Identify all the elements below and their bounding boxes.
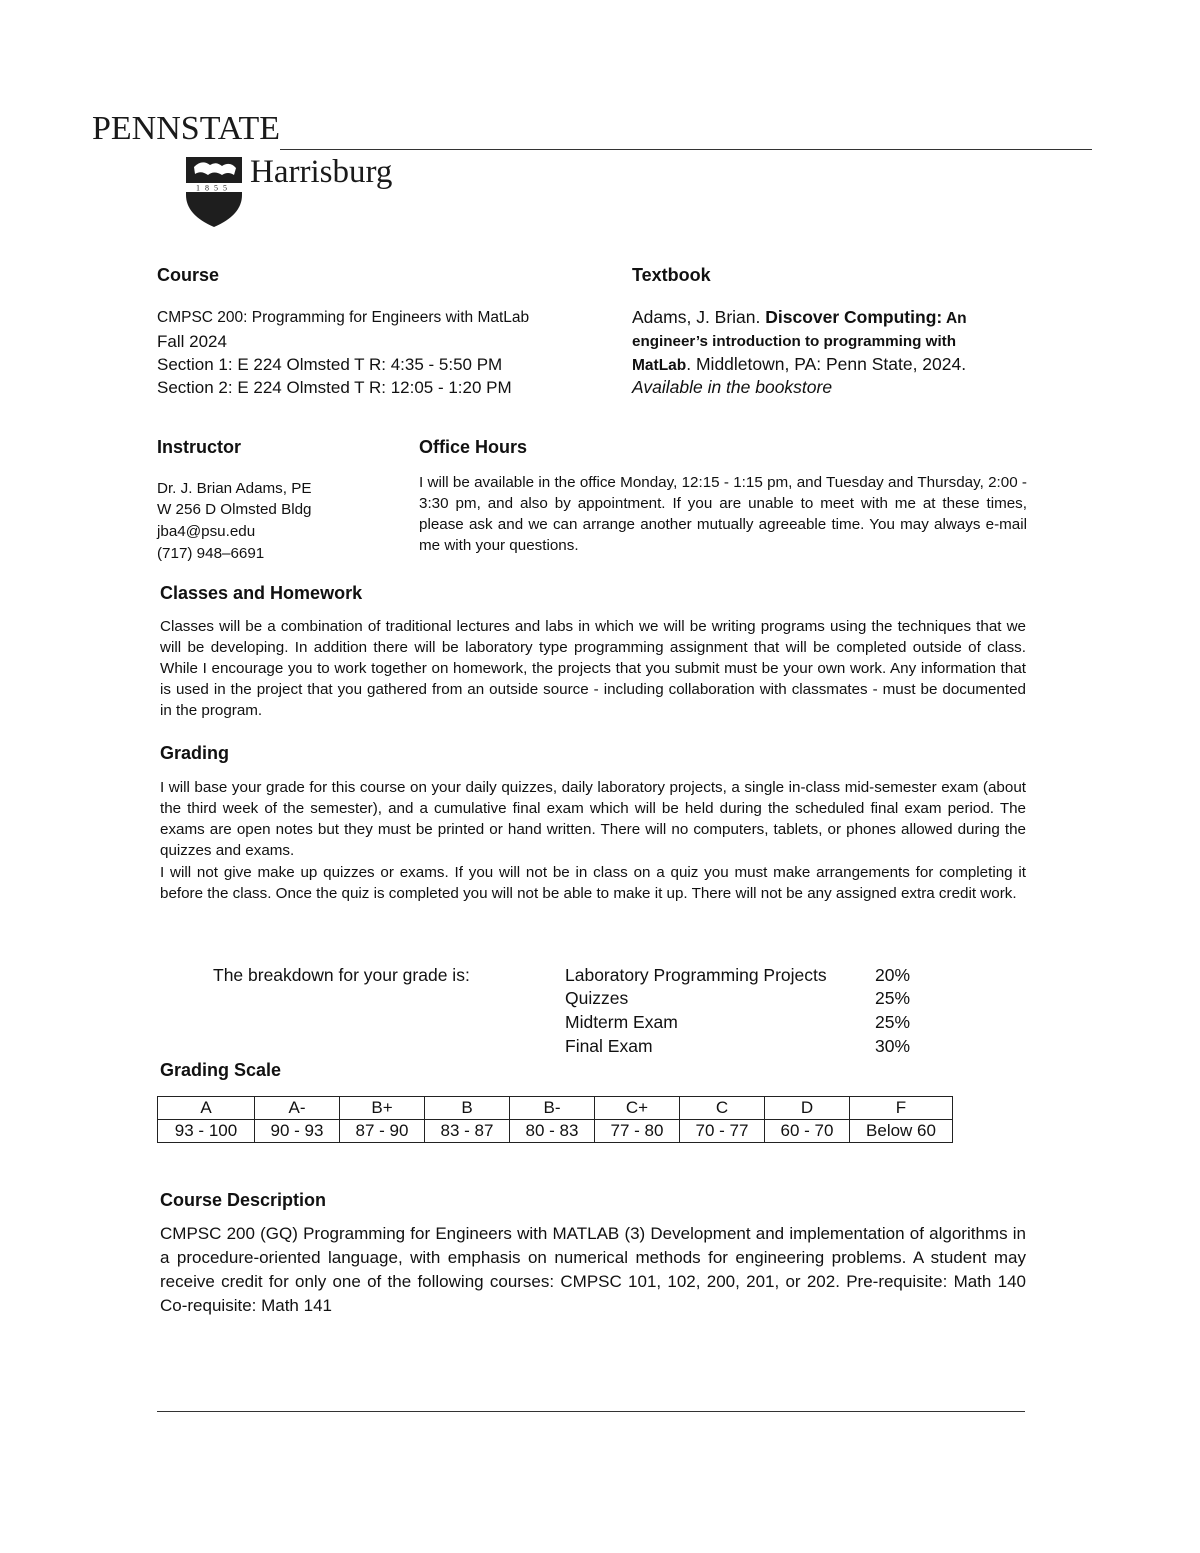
office-hours-heading: Office Hours	[419, 437, 528, 457]
description-text: CMPSC 200 (GQ) Programming for Engineers with MATLAB (3) Development and implementation of algorithms in a procedure-oriented language, with emphasis on numerical methods for engineering problems. A student may receive credit for only one of the following courses: CMPSC 101, 102, 200, 201, or 202. Pre-requisite: Math 140 Co-requisite: Math 141	[160, 1224, 1026, 1315]
breakdown-item-percent: 25%	[875, 988, 911, 1008]
breakdown-row	[565, 1010, 915, 1034]
instructor-heading: Instructor	[157, 437, 242, 457]
textbook-title-an: An	[942, 310, 967, 327]
breakdown-item-percent: 30%	[875, 1036, 911, 1056]
instructor-name: Dr. J. Brian Adams, PE	[157, 480, 312, 497]
course-section-1: Section 1: E 224 Olmsted T R: 4:35 - 5:50 PM	[157, 355, 503, 374]
footer-rule	[157, 1411, 1025, 1412]
grading-heading: Grading	[160, 743, 230, 763]
textbook-line-1	[632, 306, 967, 330]
course-section-2: Section 2: E 224 Olmsted T R: 12:05 - 1:20 PM	[157, 378, 512, 397]
classes-heading: Classes and Homework	[160, 583, 363, 603]
textbook-heading: Textbook	[632, 265, 711, 285]
grade-range: Below 60	[850, 1120, 953, 1143]
breakdown-item-name: Laboratory Programming Projects	[565, 965, 827, 985]
course-title: CMPSC 200: Programming for Engineers with MatLab	[157, 309, 530, 326]
grade-letter-row	[158, 1097, 953, 1120]
grade-letter: C+	[595, 1097, 680, 1120]
textbook-line-3	[632, 353, 966, 377]
grading-paragraph-2: I will not give make up quizzes or exams. If you will not be in class on a quiz you must make arrangements for completing it before the class. Once the quiz is completed you will not be able to make it up. There will not be any assigned extra credit work.	[160, 864, 1026, 902]
grading-scale-heading: Grading Scale	[160, 1060, 282, 1080]
course-heading: Course	[157, 265, 220, 285]
breakdown-row	[565, 1034, 915, 1058]
breakdown-label: The breakdown for your grade is:	[213, 965, 470, 985]
breakdown-item-name: Midterm Exam	[565, 1012, 678, 1032]
description-heading: Course Description	[160, 1190, 327, 1210]
breakdown-item-name: Final Exam	[565, 1036, 653, 1056]
grade-range: 60 - 70	[765, 1120, 850, 1143]
textbook-title-sub: engineer’s introduction to programming with	[632, 333, 957, 350]
grade-letter: A-	[255, 1097, 340, 1120]
textbook-publisher: . Middletown, PA: Penn State, 2024.	[686, 354, 967, 374]
breakdown-item-name: Quizzes	[565, 988, 629, 1008]
instructor-email: jba4@psu.edu	[157, 523, 256, 540]
office-hours-text: I will be available in the office Monday, 12:15 - 1:15 pm, and Tuesday and Thursday, 2:00 - 3:30 pm, and also by appointment. If you are unable to meet with me at these times, please ask and we can arrange another mutually agreeable time. You may always e-mail me with your questions.	[419, 474, 1027, 554]
course-term: Fall 2024	[157, 332, 227, 351]
textbook-title-main: Discover Computing:	[765, 307, 943, 327]
grade-letter: D	[765, 1097, 850, 1120]
grade-range: 93 - 100	[158, 1120, 255, 1143]
breakdown-item-percent: 20%	[875, 965, 911, 985]
instructor-phone: (717) 948–6691	[157, 545, 265, 562]
grade-letter: B	[425, 1097, 510, 1120]
grade-letter: B+	[340, 1097, 425, 1120]
textbook-title-matlab: MatLab	[632, 357, 687, 374]
instructor-office: W 256 D Olmsted Bldg	[157, 501, 312, 518]
grade-letter: B-	[510, 1097, 595, 1120]
grading-paragraph-1: I will base your grade for this course on your daily quizzes, daily laboratory projects, a single in-class mid-semester exam (about the third week of the semester), and a cumulative final exam which will be held during the scheduled final exam period. The exams are open notes but they must be printed or hand written. There will no computers, tablets, or phones allowed during the quizzes and exams.	[160, 779, 1026, 859]
shield-year: 1855	[196, 183, 232, 193]
grade-range: 90 - 93	[255, 1120, 340, 1143]
grade-range: 83 - 87	[425, 1120, 510, 1143]
grade-range: 70 - 77	[680, 1120, 765, 1143]
breakdown-row	[565, 963, 915, 987]
grading-scale-table	[157, 1096, 953, 1143]
textbook-author: Adams, J. Brian.	[632, 307, 766, 327]
pennstate-wordmark: PENNSTATE	[92, 110, 281, 147]
grade-letter: C	[680, 1097, 765, 1120]
classes-text: Classes will be a combination of traditional lectures and labs in which we will be writing programs using the techniques that we will be developing. In addition there will be laboratory type programming assignment that will be completed outside of class. While I encourage you to work together on homework, the projects that you submit must be your own work. Any information that is used in the project that you gathered from an outside source - including collaboration with classmates - must be documented in the program.	[160, 618, 1026, 719]
grade-range: 77 - 80	[595, 1120, 680, 1143]
header-rule	[280, 149, 1092, 150]
breakdown-row	[565, 986, 915, 1010]
grade-range: 80 - 83	[510, 1120, 595, 1143]
textbook-availability: Available in the bookstore	[632, 377, 833, 397]
campus-name: Harrisburg	[250, 154, 393, 190]
grade-range: 87 - 90	[340, 1120, 425, 1143]
grade-letter: A	[158, 1097, 255, 1120]
grade-letter: F	[850, 1097, 953, 1120]
shield-logo-icon	[184, 155, 244, 229]
grade-range-row	[158, 1120, 953, 1143]
breakdown-item-percent: 25%	[875, 1012, 911, 1032]
